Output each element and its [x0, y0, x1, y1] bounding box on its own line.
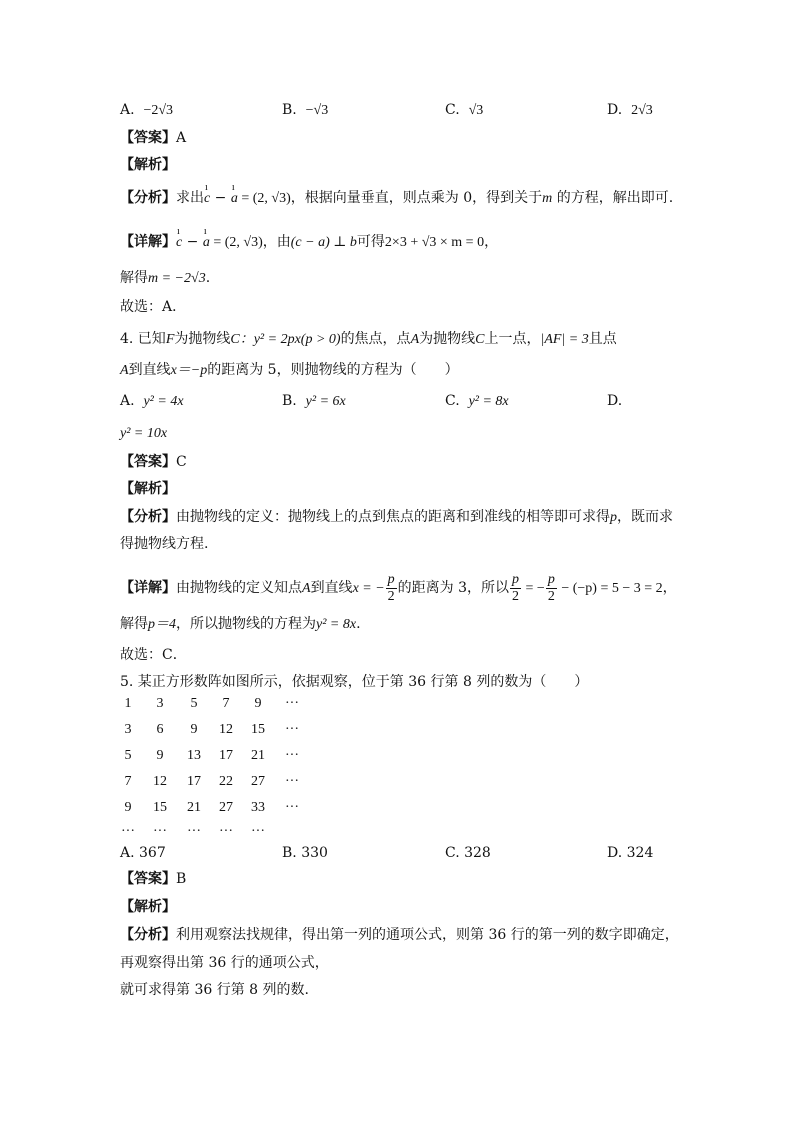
number-array — [120, 696, 320, 839]
solve-equation: m = −2√3 — [148, 271, 206, 286]
xiangjie-equation: 2×3 + √3 × m = 0 — [384, 235, 485, 250]
array-cell: ··· — [187, 824, 201, 839]
solve-equation: y² = 8x — [316, 617, 357, 632]
array-cell: 13 — [187, 748, 201, 763]
fraction-denominator: 2 — [387, 588, 395, 604]
answer-tag: 【答案】 — [120, 454, 176, 470]
stem-text: 为抛物线 — [174, 331, 231, 347]
xiangjie-equation: = (2, √3) — [209, 235, 263, 250]
option-letter: A. — [120, 393, 135, 409]
option-text: C. 328 — [445, 845, 491, 861]
fenxi-text: ，既而求 — [617, 509, 673, 525]
q4-fenxi-line-1 — [120, 507, 673, 528]
option-value: y² = 10x — [120, 426, 168, 441]
q5-fenxi-line-2 — [120, 953, 329, 973]
variable-C: C： — [230, 332, 254, 347]
q4-xiangjie — [120, 570, 677, 607]
answer-value: A — [176, 130, 187, 146]
directrix-equation: x = − — [352, 581, 385, 596]
q4-option-d-value — [120, 423, 167, 444]
option-value: −2√3 — [143, 103, 174, 118]
solve-text: 解得 — [120, 270, 148, 286]
option-letter: C. — [445, 393, 460, 409]
q4-option-c — [445, 391, 509, 412]
q5-answer — [120, 869, 186, 889]
fenxi-text: 得抛物线方程. — [120, 536, 209, 552]
fenxi-text: 就可求得第 36 行第 8 列的数. — [120, 982, 309, 998]
q4-stem-line-1 — [120, 329, 617, 350]
xiangjie-text: ， — [662, 580, 677, 596]
solve-value: p＝4 — [148, 617, 176, 632]
array-cell: 15 — [251, 722, 265, 737]
fraction-numerator: p — [512, 571, 520, 587]
array-cell: ··· — [121, 824, 135, 839]
q4-option-a — [120, 391, 184, 412]
analysis-tag: 【解析】 — [120, 157, 176, 173]
vector-c: ı c — [204, 189, 210, 209]
xiangjie-tag: 【详解】 — [120, 234, 176, 250]
array-cell: 3 — [156, 696, 164, 711]
stem-text: 的距离为 5，则抛物线的方程为（ ） — [207, 362, 459, 378]
array-cell: 21 — [251, 748, 265, 763]
variable-p: p — [610, 510, 617, 525]
array-cell: 17 — [219, 748, 233, 763]
array-cell: ··· — [285, 696, 299, 711]
q3-option-c — [445, 100, 483, 121]
array-cell: 3 — [124, 722, 132, 737]
xiangjie-equation: − (−p) = 5 − 3 = 2 — [557, 581, 663, 596]
fenxi-text: 由抛物线的定义：抛物线上的点到焦点的距离和到准线的相等即可求得 — [176, 509, 610, 525]
array-cell: 6 — [156, 722, 164, 737]
q3-analysis-heading — [120, 155, 176, 175]
solve-text: ，所以抛物线的方程为 — [176, 616, 316, 632]
option-letter: D. — [607, 393, 623, 409]
q3-option-d — [607, 100, 653, 121]
q4-answer — [120, 452, 187, 472]
q3-xiangjie: 【详解】ı c − ı a = (2, √3)，由(c − a) ⊥ b可得2×3 + √3 × m = 0， — [120, 232, 498, 253]
stem-text: 到直线 — [128, 362, 171, 378]
distance-expression: |AF| = 3 — [540, 332, 589, 347]
array-cell: 17 — [187, 774, 201, 789]
q3-answer — [120, 128, 186, 148]
analysis-tag: 【解析】 — [120, 481, 176, 497]
q5-option-c — [445, 843, 491, 863]
array-cell: 5 — [124, 748, 132, 763]
q3-choose — [120, 297, 186, 317]
array-cell: 1 — [124, 696, 132, 711]
answer-value: B — [176, 871, 187, 887]
array-cell: 12 — [153, 774, 167, 789]
array-cell: ··· — [153, 824, 167, 839]
variable-A: A — [120, 363, 129, 378]
fenxi-equation: = (2, √3) — [237, 191, 291, 206]
q5-analysis-heading — [120, 897, 176, 917]
fraction-p-over-2 — [510, 572, 521, 605]
option-letter: D. — [607, 102, 623, 118]
stem-text: 4. 已知 — [120, 331, 166, 347]
fraction-denominator: 2 — [512, 588, 520, 604]
option-value: √3 — [468, 103, 484, 118]
option-letter: B. — [282, 102, 297, 118]
array-cell: 33 — [251, 800, 265, 815]
choose-text: 故选：C． — [120, 647, 187, 663]
xiangjie-equation: = − — [522, 581, 545, 596]
q5-option-a — [120, 843, 166, 863]
fenxi-text: 求出 — [176, 190, 204, 206]
q5-option-d — [607, 843, 653, 863]
fenxi-text: 利用观察法找规律，得出第一列的通项公式，则第 36 行的第一列的数字即确定， — [176, 927, 679, 943]
array-cell: ··· — [251, 824, 265, 839]
option-text: A. 367 — [120, 845, 166, 861]
array-cell: 9 — [124, 800, 132, 815]
xiangjie-text: 到直线 — [310, 580, 353, 596]
q3-option-a — [120, 100, 173, 121]
fraction-denominator: 2 — [547, 588, 555, 604]
q5-fenxi-line-1 — [120, 925, 679, 945]
array-cell: 27 — [219, 800, 233, 815]
array-cell: 5 — [190, 696, 198, 711]
q4-analysis-heading — [120, 479, 176, 499]
option-value: 2√3 — [631, 103, 653, 118]
stem-text: 为抛物线 — [419, 331, 476, 347]
q4-solve — [120, 614, 361, 635]
xiangjie-text: 的距离为 3，所以 — [397, 580, 510, 596]
xiangjie-text: ，由 — [262, 234, 291, 250]
q3-solve — [120, 268, 210, 289]
xiangjie-text: 可得 — [356, 234, 385, 250]
solve-text: 解得 — [120, 616, 148, 632]
variable-A: A — [410, 332, 420, 347]
option-letter: A. — [120, 102, 135, 118]
option-text: B. 330 — [282, 845, 328, 861]
option-value: −√3 — [305, 103, 329, 118]
solve-text: . — [205, 270, 211, 286]
fraction-numerator: p — [547, 571, 555, 587]
variable-A: A — [302, 581, 311, 596]
array-cell: 7 — [124, 774, 132, 789]
fenxi-text: 再观察得出第 36 行的通项公式， — [120, 955, 329, 971]
stem-text: 的焦点，点 — [340, 331, 411, 347]
answer-tag: 【答案】 — [120, 130, 176, 146]
variable-m: m — [542, 191, 553, 206]
q4-fenxi-line-2 — [120, 534, 208, 554]
variable-C: C — [475, 332, 485, 347]
solve-text: . — [356, 616, 361, 632]
answer-value: C — [176, 454, 187, 470]
q3-option-b — [282, 100, 328, 121]
fenxi-text: 的方程，解出即可. — [552, 190, 674, 206]
option-letter: B. — [282, 393, 297, 409]
xiangjie-tag: 【详解】 — [120, 580, 176, 596]
q5-fenxi-line-3 — [120, 980, 309, 1000]
array-cell: ··· — [285, 800, 299, 815]
analysis-tag: 【解析】 — [120, 899, 176, 915]
array-cell: 15 — [153, 800, 167, 815]
array-cell: 21 — [187, 800, 201, 815]
choose-text: 故选：A． — [120, 299, 187, 315]
line-equation: x＝−p — [170, 363, 208, 378]
answer-tag: 【答案】 — [120, 871, 176, 887]
q4-option-d — [607, 391, 622, 411]
option-text: D. 324 — [607, 845, 654, 861]
array-cell: ··· — [219, 824, 233, 839]
vector-a: ı a — [203, 233, 210, 253]
option-value: y² = 8x — [468, 394, 509, 409]
variable-F: F — [165, 332, 175, 347]
array-cell: 9 — [190, 722, 198, 737]
q5-option-b — [282, 843, 328, 863]
xiangjie-text: ， — [484, 234, 499, 250]
option-value: y² = 6x — [305, 394, 346, 409]
q4-stem-line-2 — [120, 360, 459, 381]
array-cell: 27 — [251, 774, 265, 789]
fenxi-tag: 【分析】 — [120, 509, 176, 525]
option-value: y² = 4x — [143, 394, 184, 409]
array-cell: 7 — [222, 696, 230, 711]
array-cell: ··· — [285, 722, 299, 737]
stem-text: 5. 某正方形数阵如图所示，依据观察，位于第 36 行第 8 列的数为（ ） — [120, 674, 589, 690]
array-cell: 12 — [219, 722, 233, 737]
fenxi-text: ，根据向量垂直，则点乘为 0，得到关于 — [290, 190, 543, 206]
q3-fenxi: 【分析】求出ı c − ı a = (2, √3)，根据向量垂直，则点乘为 0，得到关于m 的方程，解出即可. — [120, 188, 673, 209]
parabola-equation: y² = 2px(p > 0) — [253, 332, 341, 347]
xiangjie-text: 由抛物线的定义知点 — [176, 580, 302, 596]
fraction-p-over-2 — [386, 572, 397, 605]
array-cell: 9 — [156, 748, 164, 763]
array-cell: ··· — [285, 774, 299, 789]
fenxi-tag: 【分析】 — [120, 190, 176, 206]
array-cell: ··· — [285, 748, 299, 763]
fraction-numerator: p — [387, 571, 395, 587]
array-cell: 22 — [219, 774, 233, 789]
stem-text: 且点 — [588, 331, 617, 347]
array-cell: 9 — [254, 696, 262, 711]
option-letter: C. — [445, 102, 460, 118]
fenxi-tag: 【分析】 — [120, 927, 176, 943]
vector-a: ı a — [231, 189, 238, 209]
fraction-p-over-2 — [546, 572, 557, 605]
q4-choose — [120, 645, 187, 665]
q4-option-b — [282, 391, 346, 412]
perpendicular-expression: (c − a) ⊥ b — [290, 235, 357, 250]
stem-text: 上一点， — [484, 331, 541, 347]
vector-c: ı c — [176, 233, 182, 253]
q5-stem — [120, 672, 588, 692]
